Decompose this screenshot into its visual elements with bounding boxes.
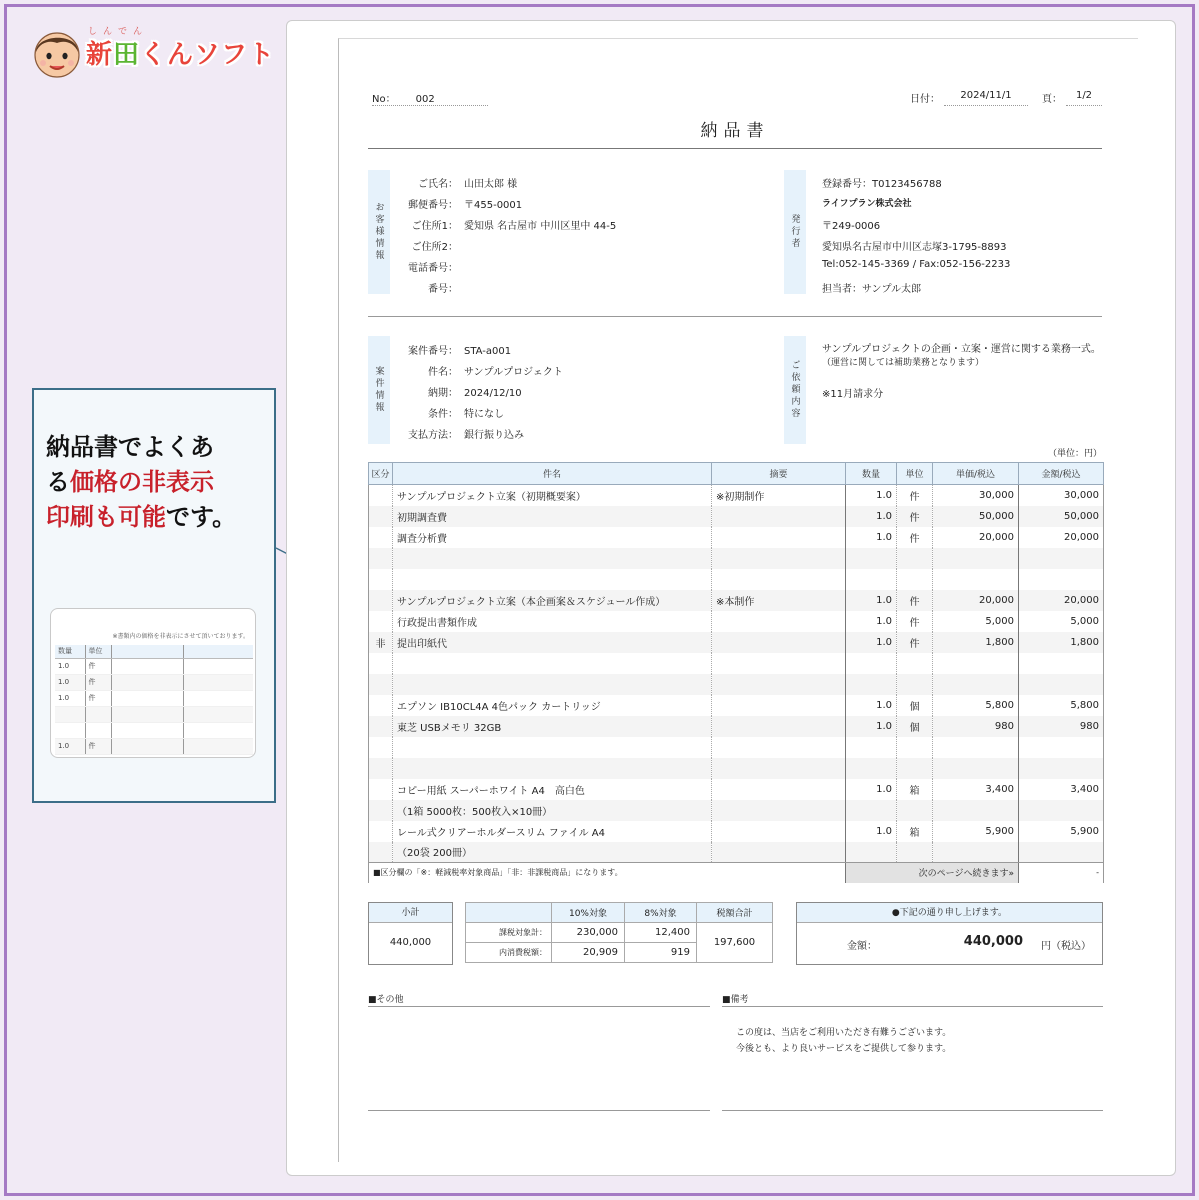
col-amount: 金額/税込 [1019, 463, 1104, 485]
row-unit [897, 842, 933, 863]
tax-total-value: 197,600 [697, 923, 773, 963]
row-unit [897, 800, 933, 821]
table-row [369, 821, 1104, 842]
row-category [369, 674, 393, 695]
doc-page-label: 頁： [1042, 94, 1062, 105]
row-note [712, 758, 846, 779]
boy-face-icon [30, 26, 84, 80]
row-item: コピー用紙 スーパーホワイト A4 高白色 [393, 779, 712, 800]
row-qty [846, 548, 897, 569]
row-price [933, 800, 1019, 821]
table-row [369, 842, 1104, 863]
table-row [369, 758, 1104, 779]
col-price: 単価/税込 [933, 463, 1019, 485]
row-price [933, 758, 1019, 779]
total-box [796, 902, 1103, 965]
tax-header-8: 8%対象 [625, 903, 697, 923]
row-price: 50,000 [933, 506, 1019, 527]
row-category [369, 527, 393, 548]
row-item [393, 548, 712, 569]
row-note [712, 800, 846, 821]
row-item [393, 569, 712, 590]
row-price: 3,400 [933, 779, 1019, 800]
mini-preview [50, 608, 256, 758]
row-unit: 件 [897, 506, 933, 527]
row-item: （1箱 5000枚：500枚入×10冊） [393, 800, 712, 821]
row-category [369, 590, 393, 611]
mini-table: 数量 単位 1.0 件 1.0 件 1.0 件 1.0 件 [55, 645, 253, 755]
row-note [712, 674, 846, 695]
row-note [712, 821, 846, 842]
row-item [393, 674, 712, 695]
row-qty: 1.0 [846, 779, 897, 800]
row-qty: 1.0 [846, 716, 897, 737]
row-amount [1019, 800, 1104, 821]
feature-callout [32, 388, 276, 803]
table-row [369, 695, 1104, 716]
other-bottom-line [368, 1110, 710, 1111]
remarks-bottom-line [722, 1110, 1103, 1111]
row-category [369, 737, 393, 758]
row-note [712, 527, 846, 548]
row-qty: 1.0 [846, 611, 897, 632]
row-price [933, 569, 1019, 590]
row-category [369, 800, 393, 821]
issuer-registration: 登録番号：T0123456788 [822, 179, 942, 190]
items-footer-row [369, 863, 1104, 883]
issuer-contact: 担当者：サンプル太郎 [822, 284, 922, 295]
issuer-postal: 〒249-0006 [822, 221, 881, 232]
remarks-line1: この度は、当店をご利用いただき有難うございます。 [736, 1028, 952, 1038]
consumption-tax-label: 内消費税額： [466, 943, 552, 963]
row-price [933, 842, 1019, 863]
row-item: レール式クリアーホルダースリム ファイル A4 [393, 821, 712, 842]
tax-header-total: 税額合計 [697, 903, 773, 923]
row-amount [1019, 737, 1104, 758]
title-underline [368, 148, 1102, 149]
row-amount [1019, 653, 1104, 674]
row-qty [846, 758, 897, 779]
total-head: ●下記の通り申し上げます。 [797, 903, 1102, 923]
row-category [369, 695, 393, 716]
row-note [712, 779, 846, 800]
row-qty: 1.0 [846, 695, 897, 716]
row-category [369, 548, 393, 569]
row-unit [897, 737, 933, 758]
row-price: 20,000 [933, 527, 1019, 548]
row-note [712, 737, 846, 758]
row-price [933, 548, 1019, 569]
row-unit: 件 [897, 632, 933, 653]
doc-date-label: 日付： [910, 94, 940, 105]
col-unit: 単位 [897, 463, 933, 485]
table-row [369, 653, 1104, 674]
table-row [369, 674, 1104, 695]
row-unit: 件 [897, 590, 933, 611]
unit-note: （単位：円） [1047, 449, 1102, 459]
logo-ruby: しんでん [88, 27, 149, 37]
row-qty: 1.0 [846, 821, 897, 842]
row-price: 5,900 [933, 821, 1019, 842]
issuer-address: 愛知県名古屋市中川区志塚3-1795-8893 [822, 242, 1007, 253]
logo-text: 新田くんソフト [86, 40, 276, 70]
project-deadline: 納期： 2024/12/10 [428, 388, 522, 399]
row-qty [846, 674, 897, 695]
taxable-10: 230,000 [552, 923, 625, 943]
items-table [368, 462, 1104, 883]
row-category [369, 758, 393, 779]
row-category [369, 821, 393, 842]
row-category [369, 569, 393, 590]
row-amount: 20,000 [1019, 527, 1104, 548]
row-category: 非 [369, 632, 393, 653]
row-amount [1019, 674, 1104, 695]
taxable-8: 12,400 [625, 923, 697, 943]
project-payment: 支払方法： 銀行振り込み [408, 430, 524, 441]
issuer-company: ライフプラン株式会社 [822, 199, 912, 209]
next-page-note: 次のページへ続きます» [846, 863, 1019, 883]
row-unit: 件 [897, 611, 933, 632]
request-line3: ※11月請求分 [822, 389, 884, 400]
row-unit [897, 674, 933, 695]
subtotal-box [368, 902, 453, 965]
customer-info-label: お客様情報 [368, 170, 390, 294]
row-qty: 1.0 [846, 527, 897, 548]
row-item: サンプルプロジェクト立案（本企画案＆スケジュール作成） [393, 590, 712, 611]
customer-name: ご氏名： 山田太郎 様 [418, 179, 518, 190]
row-category [369, 842, 393, 863]
project-number: 案件番号： STA-a001 [408, 346, 512, 357]
row-item [393, 758, 712, 779]
issuer-phone: Tel:052-145-3369 / Fax:052-156-2233 [822, 259, 1011, 270]
remarks-label: ■備考 [722, 995, 749, 1005]
customer-address2: ご住所2： [411, 242, 458, 253]
row-category [369, 506, 393, 527]
row-unit: 個 [897, 716, 933, 737]
row-item: 行政提出書類作成 [393, 611, 712, 632]
row-price: 20,000 [933, 590, 1019, 611]
row-unit [897, 569, 933, 590]
row-price [933, 653, 1019, 674]
row-price: 5,800 [933, 695, 1019, 716]
row-unit [897, 548, 933, 569]
row-price [933, 674, 1019, 695]
row-amount: 5,000 [1019, 611, 1104, 632]
row-item: 東芝 USBメモリ 32GB [393, 716, 712, 737]
tax-corner [466, 903, 552, 923]
row-amount: 3,400 [1019, 779, 1104, 800]
row-price: 980 [933, 716, 1019, 737]
doc-page: 1/2 [1066, 90, 1102, 106]
other-label: ■その他 [368, 995, 404, 1005]
customer-number: 番号： [428, 284, 458, 295]
row-price [933, 737, 1019, 758]
row-amount: 5,800 [1019, 695, 1104, 716]
row-note [712, 716, 846, 737]
consumption-tax-8: 919 [625, 943, 697, 963]
row-qty [846, 800, 897, 821]
table-row [369, 548, 1104, 569]
total-unit: 円（税込） [1041, 941, 1091, 952]
table-row [369, 611, 1104, 632]
table-row [369, 737, 1104, 758]
remarks-line2: 今後とも、より良いサービスをご提供して参ります。 [736, 1044, 952, 1054]
customer-phone: 電話番号： [408, 263, 458, 274]
row-item [393, 737, 712, 758]
table-row [369, 506, 1104, 527]
table-row [369, 569, 1104, 590]
brand-logo [30, 24, 280, 84]
row-qty [846, 653, 897, 674]
row-item: エプソン IB10CL4A 4色パック カートリッジ [393, 695, 712, 716]
row-amount [1019, 548, 1104, 569]
row-category [369, 611, 393, 632]
row-price: 1,800 [933, 632, 1019, 653]
row-qty: 1.0 [846, 590, 897, 611]
document-title: 納品書 [700, 121, 770, 141]
row-unit: 件 [897, 527, 933, 548]
section-divider [368, 316, 1102, 317]
row-amount [1019, 842, 1104, 863]
customer-postal: 郵便番号： 〒455-0001 [408, 200, 523, 211]
row-unit [897, 653, 933, 674]
row-note: ※本制作 [712, 590, 846, 611]
row-price: 30,000 [933, 485, 1019, 506]
row-note [712, 569, 846, 590]
row-unit [897, 758, 933, 779]
remarks-top-line [722, 1006, 1103, 1007]
row-qty [846, 569, 897, 590]
col-category: 区分 [369, 463, 393, 485]
row-unit: 件 [897, 485, 933, 506]
row-category [369, 485, 393, 506]
row-unit: 個 [897, 695, 933, 716]
table-row [369, 632, 1104, 653]
customer-address1: ご住所1： 愛知県 名古屋市 中川区里中 44-5 [411, 221, 617, 232]
row-amount: 30,000 [1019, 485, 1104, 506]
subtotal-label: 小計 [369, 903, 452, 923]
next-page-dash: - [1019, 863, 1104, 883]
row-amount: 20,000 [1019, 590, 1104, 611]
row-note [712, 548, 846, 569]
row-amount [1019, 758, 1104, 779]
other-top-line [368, 1006, 710, 1007]
row-qty [846, 737, 897, 758]
doc-date: 2024/11/1 [944, 90, 1028, 106]
row-qty: 1.0 [846, 632, 897, 653]
row-item: サンプルプロジェクト立案（初期概要案） [393, 485, 712, 506]
row-note [712, 506, 846, 527]
consumption-tax-10: 20,909 [552, 943, 625, 963]
table-row [369, 800, 1104, 821]
row-item: （20袋 200冊） [393, 842, 712, 863]
row-qty: 1.0 [846, 485, 897, 506]
row-amount: 980 [1019, 716, 1104, 737]
issuer-label: 発行者 [784, 170, 806, 294]
row-category [369, 779, 393, 800]
row-note [712, 842, 846, 863]
row-item [393, 653, 712, 674]
row-amount [1019, 569, 1104, 590]
row-amount: 50,000 [1019, 506, 1104, 527]
table-row [369, 485, 1104, 506]
row-qty: 1.0 [846, 506, 897, 527]
table-row [369, 779, 1104, 800]
row-category [369, 653, 393, 674]
mini-note: ※書類内の価格を非表示にさせて頂いております。 [112, 633, 249, 640]
row-note [712, 611, 846, 632]
row-unit: 箱 [897, 779, 933, 800]
request-line2: （運営に関しては補助業務となります） [822, 358, 985, 368]
table-row [369, 590, 1104, 611]
total-value: 440,000 [963, 934, 1023, 949]
subtotal-value: 440,000 [389, 937, 432, 948]
taxable-label: 課税対象計： [466, 923, 552, 943]
request-label: ご依頼内容 [784, 336, 806, 444]
row-item: 調査分析費 [393, 527, 712, 548]
row-price: 5,000 [933, 611, 1019, 632]
row-amount: 5,900 [1019, 821, 1104, 842]
request-line1: サンプルプロジェクトの企画・立案・運営に関する業務一式。 [822, 344, 1101, 355]
row-note [712, 695, 846, 716]
tax-table [465, 902, 773, 963]
table-row [369, 716, 1104, 737]
row-item: 初期調査費 [393, 506, 712, 527]
row-note [712, 653, 846, 674]
row-note: ※初期制作 [712, 485, 846, 506]
row-item: 提出印紙代 [393, 632, 712, 653]
table-row [369, 527, 1104, 548]
project-condition: 条件： 特になし [428, 409, 504, 420]
row-note [712, 632, 846, 653]
project-info-label: 案件情報 [368, 336, 390, 444]
col-item: 件名 [393, 463, 712, 485]
tax-header-10: 10%対象 [552, 903, 625, 923]
total-label: 金額： [847, 941, 877, 952]
callout-text: 納品書でよくあ る価格の非表示 印刷も可能です。 [46, 433, 237, 531]
doc-number: No： 002 [372, 90, 488, 106]
row-unit: 箱 [897, 821, 933, 842]
project-name: 件名： サンプルプロジェクト [428, 367, 563, 378]
row-qty [846, 842, 897, 863]
category-note: ■区分欄の「※：軽減税率対象商品」「非：非課税商品」になります。 [369, 863, 846, 883]
items-header-row [369, 463, 1104, 485]
row-category [369, 716, 393, 737]
col-qty: 数量 [846, 463, 897, 485]
col-note: 摘要 [712, 463, 846, 485]
row-amount: 1,800 [1019, 632, 1104, 653]
